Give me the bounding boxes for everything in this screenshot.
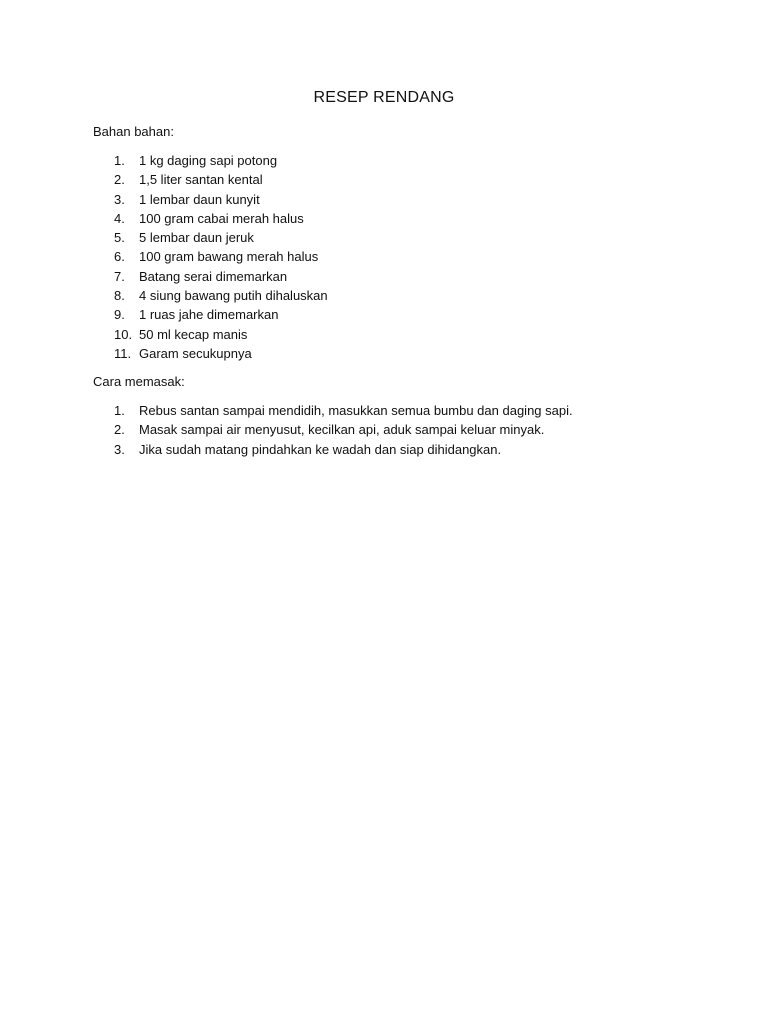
list-item-text: 1 ruas jahe dimemarkan [139, 307, 279, 323]
ingredients-heading: Bahan bahan: [93, 124, 174, 139]
list-item-text: 100 gram bawang merah halus [139, 249, 319, 265]
page-title: RESEP RENDANG [313, 89, 455, 106]
list-item-text: Garam secukupnya [139, 345, 252, 361]
list-item-text: Jika sudah matang pindahkan ke wadah dan siap dihidangkan. [139, 441, 502, 457]
list-item-text: 5 lembar daun jeruk [139, 230, 254, 246]
list-item-text: Masak sampai air menyusut, kecilkan api, aduk sampai keluar minyak. [139, 422, 545, 438]
list-item-text: 1 kg daging sapi potong [139, 153, 278, 168]
list-item-number: 5. [114, 230, 125, 246]
list-item-number: 11. [114, 345, 132, 361]
list-item-number: 4. [114, 210, 125, 226]
list-item-number: 2. [114, 172, 125, 188]
list-item-text: 50 ml kecap manis [139, 326, 248, 342]
list-item-number: 7. [114, 268, 125, 284]
list-item-number: 1. [114, 403, 125, 418]
list-item-text: 1 lembar daun kunyit [139, 191, 260, 207]
list-item-number: 1. [114, 153, 125, 168]
list-item-number: 6. [114, 249, 125, 265]
list-item-number: 9. [114, 307, 125, 323]
list-item-number: 10. [114, 326, 133, 342]
list-item-text: 1,5 liter santan kental [139, 172, 263, 188]
list-item-text: Rebus santan sampai mendidih, masukkan semua bumbu dan daging sapi. [139, 403, 573, 418]
list-item-number: 8. [114, 288, 125, 304]
list-item-number: 3. [114, 191, 125, 207]
list-item-number: 2. [114, 422, 125, 438]
list-item-text: 4 siung bawang putih dihaluskan [139, 288, 328, 304]
list-item-number: 3. [114, 441, 125, 457]
method-heading: Cara memasak: [93, 374, 185, 389]
list-item-text: 100 gram cabai merah halus [139, 210, 304, 226]
list-item-text: Batang serai dimemarkan [139, 268, 288, 284]
